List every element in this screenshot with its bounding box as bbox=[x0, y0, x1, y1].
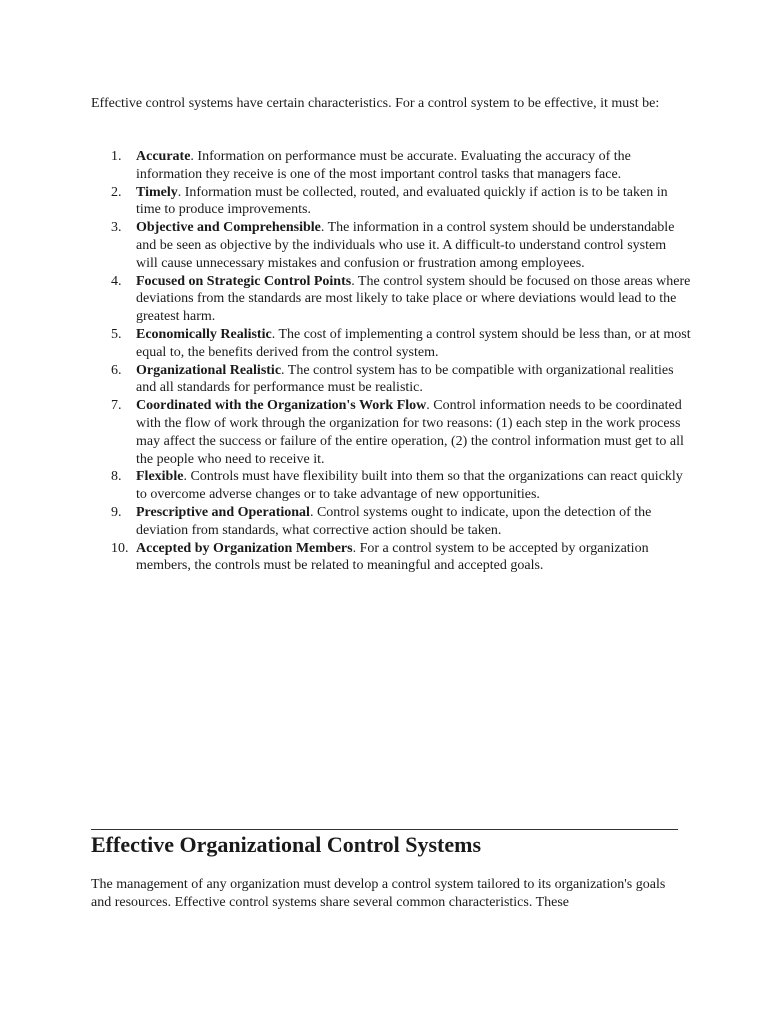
item-title: Accepted by Organization Members bbox=[136, 540, 353, 556]
list-item bbox=[91, 219, 691, 272]
item-number: 9. bbox=[111, 504, 122, 520]
list-item bbox=[91, 504, 691, 540]
item-number: 6. bbox=[111, 362, 122, 378]
intro-paragraph: Effective control systems have certain characteristics. For a control system to be effective, it must be: bbox=[91, 96, 660, 111]
item-number: 8. bbox=[111, 469, 122, 485]
item-title: Prescriptive and Operational bbox=[136, 504, 310, 520]
item-text: . The control system has to be compatible with organizational realities and all standards for performance must be realistic. bbox=[136, 362, 674, 396]
item-number: 1. bbox=[111, 149, 122, 164]
list-item bbox=[91, 468, 691, 504]
item-title: Coordinated with the Organization's Work Flow bbox=[136, 398, 427, 414]
list-item bbox=[91, 148, 691, 184]
item-title: Accurate bbox=[136, 149, 191, 164]
item-text: . For a control system to be accepted by organization members, the controls must be related to meaningful and accepted goals. bbox=[136, 540, 649, 574]
item-text: . Control systems ought to indicate, upon the detection of the deviation from standards, what corrective action should be taken. bbox=[136, 504, 652, 538]
item-text: . Control information needs to be coordinated with the flow of work through the organization for two reasons: (1) each step in the work process may affect the success or failure of the entire operation, (2) the control information must get to all the people who need to receive it. bbox=[136, 398, 684, 467]
item-title: Timely bbox=[136, 184, 178, 200]
item-title: Organizational Realistic bbox=[136, 362, 282, 378]
item-text: . Information on performance must be accurate. Evaluating the accuracy of the information they receive is one of the most important control tasks that managers face. bbox=[136, 149, 631, 182]
item-text: . The information in a control system should be understandable and be seen as objective by the individuals who use it. A difficult-to understand control system will cause unnecessary mistakes and confusion or frustration among employees. bbox=[136, 220, 675, 271]
item-number: 7. bbox=[111, 398, 122, 414]
item-number: 2. bbox=[111, 184, 122, 200]
list-item bbox=[91, 184, 691, 220]
list-item bbox=[91, 362, 691, 398]
item-title: Focused on Strategic Control Points bbox=[136, 273, 352, 289]
item-number: 5. bbox=[111, 326, 122, 342]
item-text: . The cost of implementing a control system should be less than, or at most equal to, the benefits derived from the control system. bbox=[136, 326, 691, 360]
item-number: 4. bbox=[111, 273, 122, 289]
item-title: Flexible bbox=[136, 469, 184, 485]
list-item bbox=[91, 540, 691, 576]
list-item bbox=[91, 397, 691, 468]
item-number: 3. bbox=[111, 220, 122, 236]
list-item bbox=[91, 273, 691, 326]
item-text: . Controls must have flexibility built into them so that the organizations can react quickly to overcome adverse changes or to take advantage of new opportunities. bbox=[136, 469, 683, 503]
item-text: . The control system should be focused on those areas where deviations from the standards are most likely to take place or where deviations would lead to the greatest harm. bbox=[136, 273, 691, 325]
item-number: 10. bbox=[111, 540, 129, 556]
item-text: . Information must be collected, routed, and evaluated quickly if action is to be taken in time to produce improvements. bbox=[136, 184, 668, 218]
section-body: The management of any organization must develop a control system tailored to its organization's goals and resources. Effective control systems share several common characteristics. These bbox=[91, 877, 666, 910]
item-title: Economically Realistic bbox=[136, 326, 272, 342]
characteristics-list bbox=[91, 148, 691, 575]
section-heading: Effective Organizational Control Systems bbox=[91, 832, 482, 857]
item-title: Objective and Comprehensible bbox=[136, 220, 321, 236]
list-item bbox=[91, 326, 691, 362]
